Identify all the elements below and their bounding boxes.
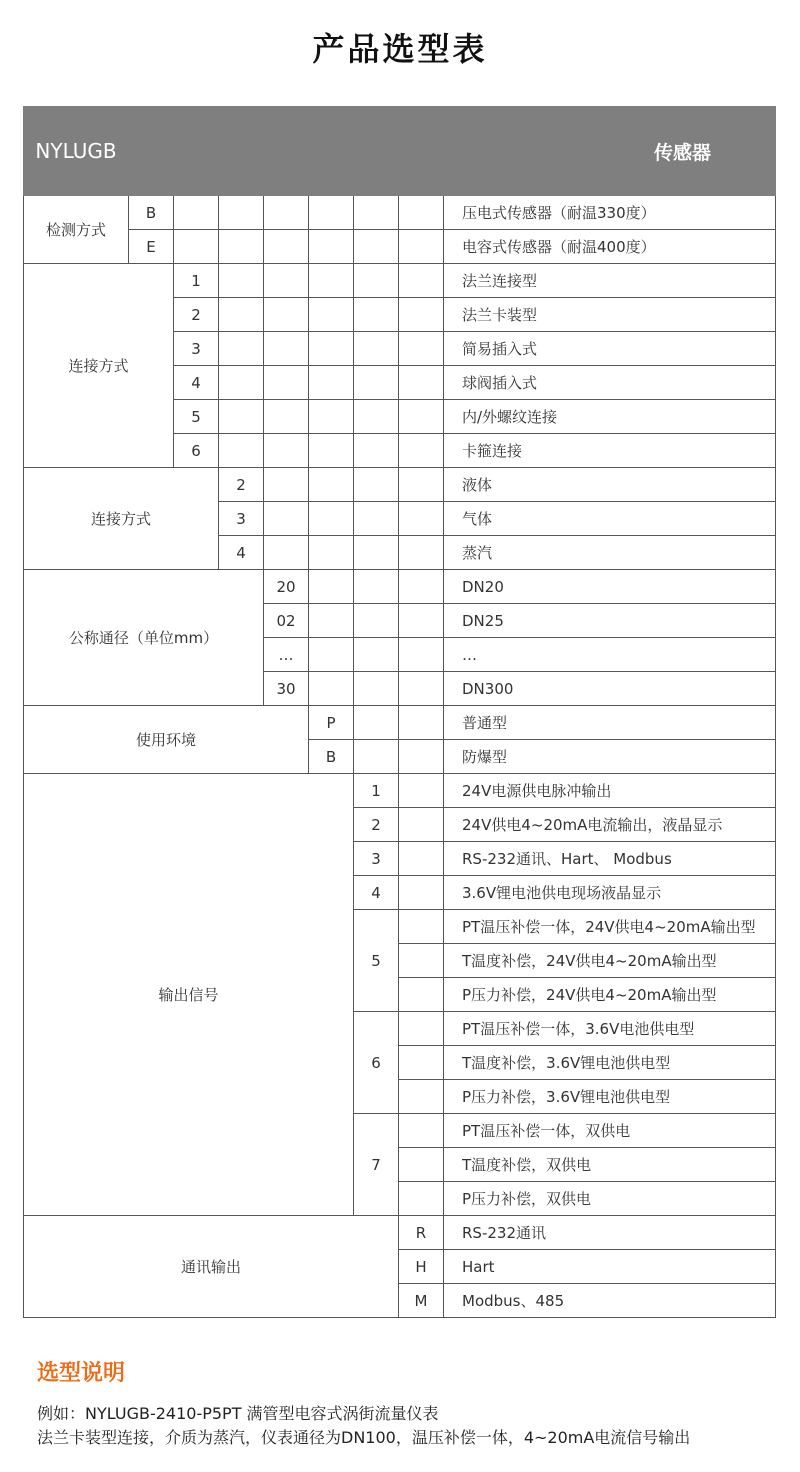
code-cell: 3	[354, 842, 399, 876]
group-label-detection: 检测方式	[24, 196, 129, 264]
group-label-medium: 连接方式	[24, 468, 219, 570]
notes-title: 选型说明	[37, 1361, 126, 1386]
desc-cell: 压电式传感器（耐温330度）	[444, 196, 776, 230]
desc-cell: 电容式传感器（耐温400度）	[444, 230, 776, 264]
desc-cell: 内/外螺纹连接	[444, 400, 776, 434]
table-header-row	[24, 107, 776, 196]
desc-cell: P压力补偿，3.6V锂电池供电型	[444, 1080, 776, 1114]
notes-description-line: 法兰卡装型连接，介质为蒸汽，仪表通径为DN100，温压补偿一体，4~20mA电流信号输出	[37, 1428, 691, 1447]
group-label-connection: 连接方式	[24, 264, 174, 468]
table-row	[24, 1216, 776, 1250]
table-row	[24, 230, 776, 264]
brand-model-label: NYLUGB	[24, 107, 129, 196]
code-cell: H	[399, 1250, 444, 1284]
code-cell: 1	[174, 264, 219, 298]
desc-cell: DN300	[444, 672, 776, 706]
desc-cell: 普通型	[444, 706, 776, 740]
code-cell: 6	[354, 1012, 399, 1114]
desc-cell: 法兰连接型	[444, 264, 776, 298]
code-cell: 7	[354, 1114, 399, 1216]
sensor-header: 传感器	[129, 107, 776, 196]
desc-cell: RS-232通讯	[444, 1216, 776, 1250]
desc-cell: 气体	[444, 502, 776, 536]
code-cell: R	[399, 1216, 444, 1250]
desc-cell: PT温压补偿一体，3.6V电池供电型	[444, 1012, 776, 1046]
code-cell: E	[129, 230, 174, 264]
desc-cell: …	[444, 638, 776, 672]
table-row	[24, 706, 776, 740]
group-label-environment: 使用环境	[24, 706, 309, 774]
table-row	[24, 468, 776, 502]
desc-cell: 防爆型	[444, 740, 776, 774]
desc-cell: 法兰卡装型	[444, 298, 776, 332]
desc-cell: 24V供电4~20mA电流输出，液晶显示	[444, 808, 776, 842]
desc-cell: P压力补偿，双供电	[444, 1182, 776, 1216]
desc-cell: 24V电源供电脉冲输出	[444, 774, 776, 808]
table-row	[24, 570, 776, 604]
code-cell: 5	[174, 400, 219, 434]
group-label-diameter: 公称通径（单位mm）	[24, 570, 264, 706]
desc-cell: T温度补偿，双供电	[444, 1148, 776, 1182]
table-row	[24, 774, 776, 808]
group-label-output: 输出信号	[24, 774, 354, 1216]
code-cell: B	[309, 740, 354, 774]
code-cell: 4	[174, 366, 219, 400]
code-cell: 6	[174, 434, 219, 468]
desc-cell: RS-232通讯、Hart、 Modbus	[444, 842, 776, 876]
desc-cell: 卡箍连接	[444, 434, 776, 468]
desc-cell: T温度补偿，24V供电4~20mA输出型	[444, 944, 776, 978]
code-cell: 2	[354, 808, 399, 842]
code-cell: M	[399, 1284, 444, 1318]
desc-cell: 球阀插入式	[444, 366, 776, 400]
desc-cell: P压力补偿，24V供电4~20mA输出型	[444, 978, 776, 1012]
desc-cell: Hart	[444, 1250, 776, 1284]
desc-cell: 简易插入式	[444, 332, 776, 366]
code-cell: 4	[354, 876, 399, 910]
code-cell: 1	[354, 774, 399, 808]
code-cell: 20	[264, 570, 309, 604]
page-title: 产品选型表	[312, 30, 488, 68]
code-cell: 4	[219, 536, 264, 570]
code-cell: 30	[264, 672, 309, 706]
desc-cell: 蒸汽	[444, 536, 776, 570]
desc-cell: T温度补偿，3.6V锂电池供电型	[444, 1046, 776, 1080]
notes-example-line: 例如：NYLUGB-2410-P5PT 满管型电容式涡街流量仪表	[37, 1404, 439, 1423]
group-label-communication: 通讯输出	[24, 1216, 399, 1318]
desc-cell: DN25	[444, 604, 776, 638]
desc-cell: 3.6V锂电池供电现场液晶显示	[444, 876, 776, 910]
desc-cell: PT温压补偿一体，24V供电4~20mA输出型	[444, 910, 776, 944]
code-cell: 02	[264, 604, 309, 638]
desc-cell: Modbus、485	[444, 1284, 776, 1318]
table-row	[24, 196, 776, 230]
desc-cell: DN20	[444, 570, 776, 604]
desc-cell: PT温压补偿一体，双供电	[444, 1114, 776, 1148]
desc-cell: 液体	[444, 468, 776, 502]
code-cell: 3	[219, 502, 264, 536]
selection-table	[23, 106, 776, 1318]
code-cell: P	[309, 706, 354, 740]
code-cell: 5	[354, 910, 399, 1012]
code-cell: 2	[219, 468, 264, 502]
code-cell: B	[129, 196, 174, 230]
code-cell: …	[264, 638, 309, 672]
code-cell: 2	[174, 298, 219, 332]
table-row	[24, 264, 776, 298]
code-cell: 3	[174, 332, 219, 366]
